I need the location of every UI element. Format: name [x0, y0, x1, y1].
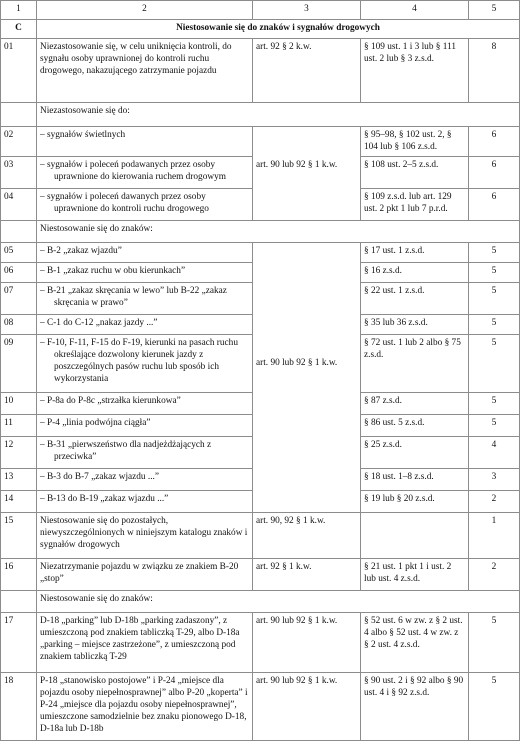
row-regulation-ref: § 108 ust. 2–5 z.s.d.	[361, 157, 469, 189]
row-legal-basis: art. 92 § 2 k.w.	[253, 39, 361, 103]
column-number-4: 4	[361, 1, 469, 20]
row-points: 5	[469, 415, 520, 437]
row-points: 1	[469, 513, 520, 559]
subheading-row	[1, 103, 520, 127]
section-code: C	[1, 20, 37, 39]
row-points: 2	[469, 559, 520, 591]
row-regulation-ref: § 19 lub § 20 z.s.d.	[361, 491, 469, 513]
row-points: 4	[469, 437, 520, 469]
subheading: Niestosowanie się do znaków:	[37, 221, 520, 243]
row-description: P-18 „stanowisko postojowe” i P-24 „miejsce dla pojazdu osoby niepełnosprawnej” albo P-20 „koperta” i P-24 „miejsce dla pojazdu osoby niepełnosprawnej”, umieszczone samodzielnie bez znaku pionowego D-18, D-18a lub D-18b	[37, 673, 253, 741]
row-code: 01	[1, 39, 37, 103]
row-points: 5	[469, 335, 520, 393]
row-regulation-ref: § 87 z.s.d.	[361, 393, 469, 415]
subheading-row	[1, 591, 520, 613]
column-number-3: 3	[253, 1, 361, 20]
row-description	[37, 437, 253, 469]
row-code: 14	[1, 491, 37, 513]
row-description	[37, 283, 253, 315]
row-legal-basis: art. 92 § 1 k.w.	[253, 559, 361, 591]
row-code: 03	[1, 157, 37, 189]
row-points: 2	[469, 491, 520, 513]
row-legal-basis: art. 90, 92 § 1 k.w.	[253, 513, 361, 559]
row-code: 13	[1, 469, 37, 491]
row-regulation-ref: § 17 ust. 1 z.s.d.	[361, 243, 469, 263]
table-row	[1, 243, 520, 263]
row-regulation-ref	[361, 513, 469, 559]
row-regulation-ref: § 16 z.s.d.	[361, 263, 469, 283]
row-regulation-ref: § 21 ust. 1 pkt 1 i ust. 2 lub ust. 4 z.s.d.	[361, 559, 469, 591]
section-title-row	[1, 20, 520, 39]
row-description: Niezastosowanie się, w celu uniknięcia kontroli, do sygnału osoby uprawnionej do kontroli ruchu drogowego, nakazującego zatrzymanie pojazdu	[37, 39, 253, 103]
row-description	[37, 189, 253, 221]
row-code: 07	[1, 283, 37, 315]
row-code: 17	[1, 613, 37, 673]
row-points: 5	[469, 263, 520, 283]
row-code: 05	[1, 243, 37, 263]
table-row	[1, 283, 520, 315]
column-number-5: 5	[469, 1, 520, 20]
row-code: 10	[1, 393, 37, 415]
subheading-row	[1, 221, 520, 243]
table-row	[1, 491, 520, 513]
table-row	[1, 437, 520, 469]
row-regulation-ref: § 109 z.s.d. lub art. 129 ust. 2 pkt 1 lub 7 p.r.d.	[361, 189, 469, 221]
row-description: – P-8a do P-8c „strzałka kierunkowa”	[37, 393, 253, 415]
table-row	[1, 513, 520, 559]
row-points: 5	[469, 613, 520, 673]
row-legal-basis: art. 90 lub 92 § 1 k.w.	[253, 673, 361, 741]
column-number-2: 2	[37, 1, 253, 20]
row-description: – B-13 do B-19 „zakaz wjazdu ...”	[37, 491, 253, 513]
row-description: Niestosowanie się do pozostałych, niewyszczególnionych w niniejszym katalogu znaków i sygnałów drogowych	[37, 513, 253, 559]
subheading: Niestosowanie się do znaków:	[37, 591, 520, 613]
row-code: 09	[1, 335, 37, 393]
row-points: 6	[469, 157, 520, 189]
row-regulation-ref: § 52 ust. 6 w zw. z § 2 ust. 4 albo § 52 ust. 4 w zw. z § 2 ust. 4 z.s.d.	[361, 613, 469, 673]
row-legal-basis: art. 90 lub 92 § 1 k.w.	[253, 613, 361, 673]
row-regulation-ref: § 35 lub 36 z.s.d.	[361, 315, 469, 335]
row-points: 5	[469, 673, 520, 741]
row-description: D-18 „parking” lub D-18b „parking zadaszony”, z umieszczoną pod znakiem tabliczką T-29, albo D-18a „parking – miejsce zastrzeżone”, z umieszczoną pod znakiem tabliczką T-29	[37, 613, 253, 673]
row-description: – P-4 „linia podwójna ciągła”	[37, 415, 253, 437]
row-description-text: – B-31 „pierwszeństwo dla nadjeżdżających z przeciwka”	[40, 440, 212, 462]
row-description-text: – B-21 „zakaz skręcania w lewo” lub B-22 „zakaz skręcania w prawo”	[40, 286, 227, 308]
row-regulation-ref: § 86 ust. 5 z.s.d.	[361, 415, 469, 437]
row-regulation-ref: § 25 z.s.d.	[361, 437, 469, 469]
row-code: 04	[1, 189, 37, 221]
row-points: 6	[469, 127, 520, 157]
row-points: 6	[469, 189, 520, 221]
row-code: 12	[1, 437, 37, 469]
row-description-text: – sygnałów i poleceń podawanych przez osoby uprawnione do kierowania ruchem drogowym	[40, 160, 226, 182]
row-points: 5	[469, 283, 520, 315]
table-row	[1, 335, 520, 393]
row-regulation-ref: § 22 ust. 1 z.s.d.	[361, 283, 469, 315]
column-number-1: 1	[1, 1, 37, 20]
row-code: 08	[1, 315, 37, 335]
row-description	[37, 157, 253, 189]
row-description	[37, 335, 253, 393]
row-points: 8	[469, 39, 520, 103]
table-row	[1, 39, 520, 103]
row-regulation-ref: § 95–98, § 102 ust. 2, § 104 lub § 106 z.s.d.	[361, 127, 469, 157]
row-code: 15	[1, 513, 37, 559]
row-description-text: – sygnałów i poleceń dawanych przez osoby uprawnione do kontroli ruchu drogowego	[40, 192, 209, 214]
table-row	[1, 673, 520, 741]
table-row	[1, 315, 520, 335]
table-row	[1, 127, 520, 157]
row-points: 5	[469, 315, 520, 335]
row-code: 18	[1, 673, 37, 741]
row-description: – B-3 do B-7 „zakaz wjazdu ...”	[37, 469, 253, 491]
row-legal-basis: art. 90 lub 92 § 1 k.w.	[253, 157, 361, 221]
column-number-row	[1, 1, 520, 20]
row-regulation-ref: § 90 ust. 2 i § 92 albo § 90 ust. 4 i § 92 z.s.d.	[361, 673, 469, 741]
table-row	[1, 263, 520, 283]
table-row	[1, 613, 520, 673]
row-regulation-ref: § 109 ust. 1 i 3 lub § 111 ust. 2 lub § 3 z.s.d.	[361, 39, 469, 103]
row-description: – C-1 do C-12 „nakaz jazdy ...”	[37, 315, 253, 335]
row-points: 5	[469, 393, 520, 415]
row-regulation-ref: § 72 ust. 1 lub 2 albo § 75 z.s.d.	[361, 335, 469, 393]
row-code: 06	[1, 263, 37, 283]
row-regulation-ref: § 18 ust. 1–8 z.s.d.	[361, 469, 469, 491]
row-legal-basis: art. 90 lub 92 § 1 k.w.	[253, 335, 361, 393]
section-title: Niestosowanie się do znaków i sygnałów drogowych	[37, 20, 520, 39]
row-code: 11	[1, 415, 37, 437]
row-description-text: – F-10, F-11, F-15 do F-19, kierunki na pasach ruchu określające dozwolony kierunek jazdy z poszczególnych pasów ruchu lub sposób ich wykorzystania	[40, 338, 238, 384]
table-row	[1, 415, 520, 437]
row-code: 02	[1, 127, 37, 157]
row-points: 3	[469, 469, 520, 491]
table-row	[1, 157, 520, 189]
subheading: Niezastosowanie się do:	[37, 103, 520, 127]
row-points: 5	[469, 243, 520, 263]
row-description: Niezatrzymanie pojazdu w związku ze znakiem B-20 „stop”	[37, 559, 253, 591]
table-row	[1, 393, 520, 415]
table-row	[1, 469, 520, 491]
row-description: – B-2 „zakaz wjazdu”	[37, 243, 253, 263]
row-description: – sygnałów świetlnych	[37, 127, 253, 157]
table-row	[1, 559, 520, 591]
row-description: – B-1 „zakaz ruchu w obu kierunkach”	[37, 263, 253, 283]
row-code: 16	[1, 559, 37, 591]
